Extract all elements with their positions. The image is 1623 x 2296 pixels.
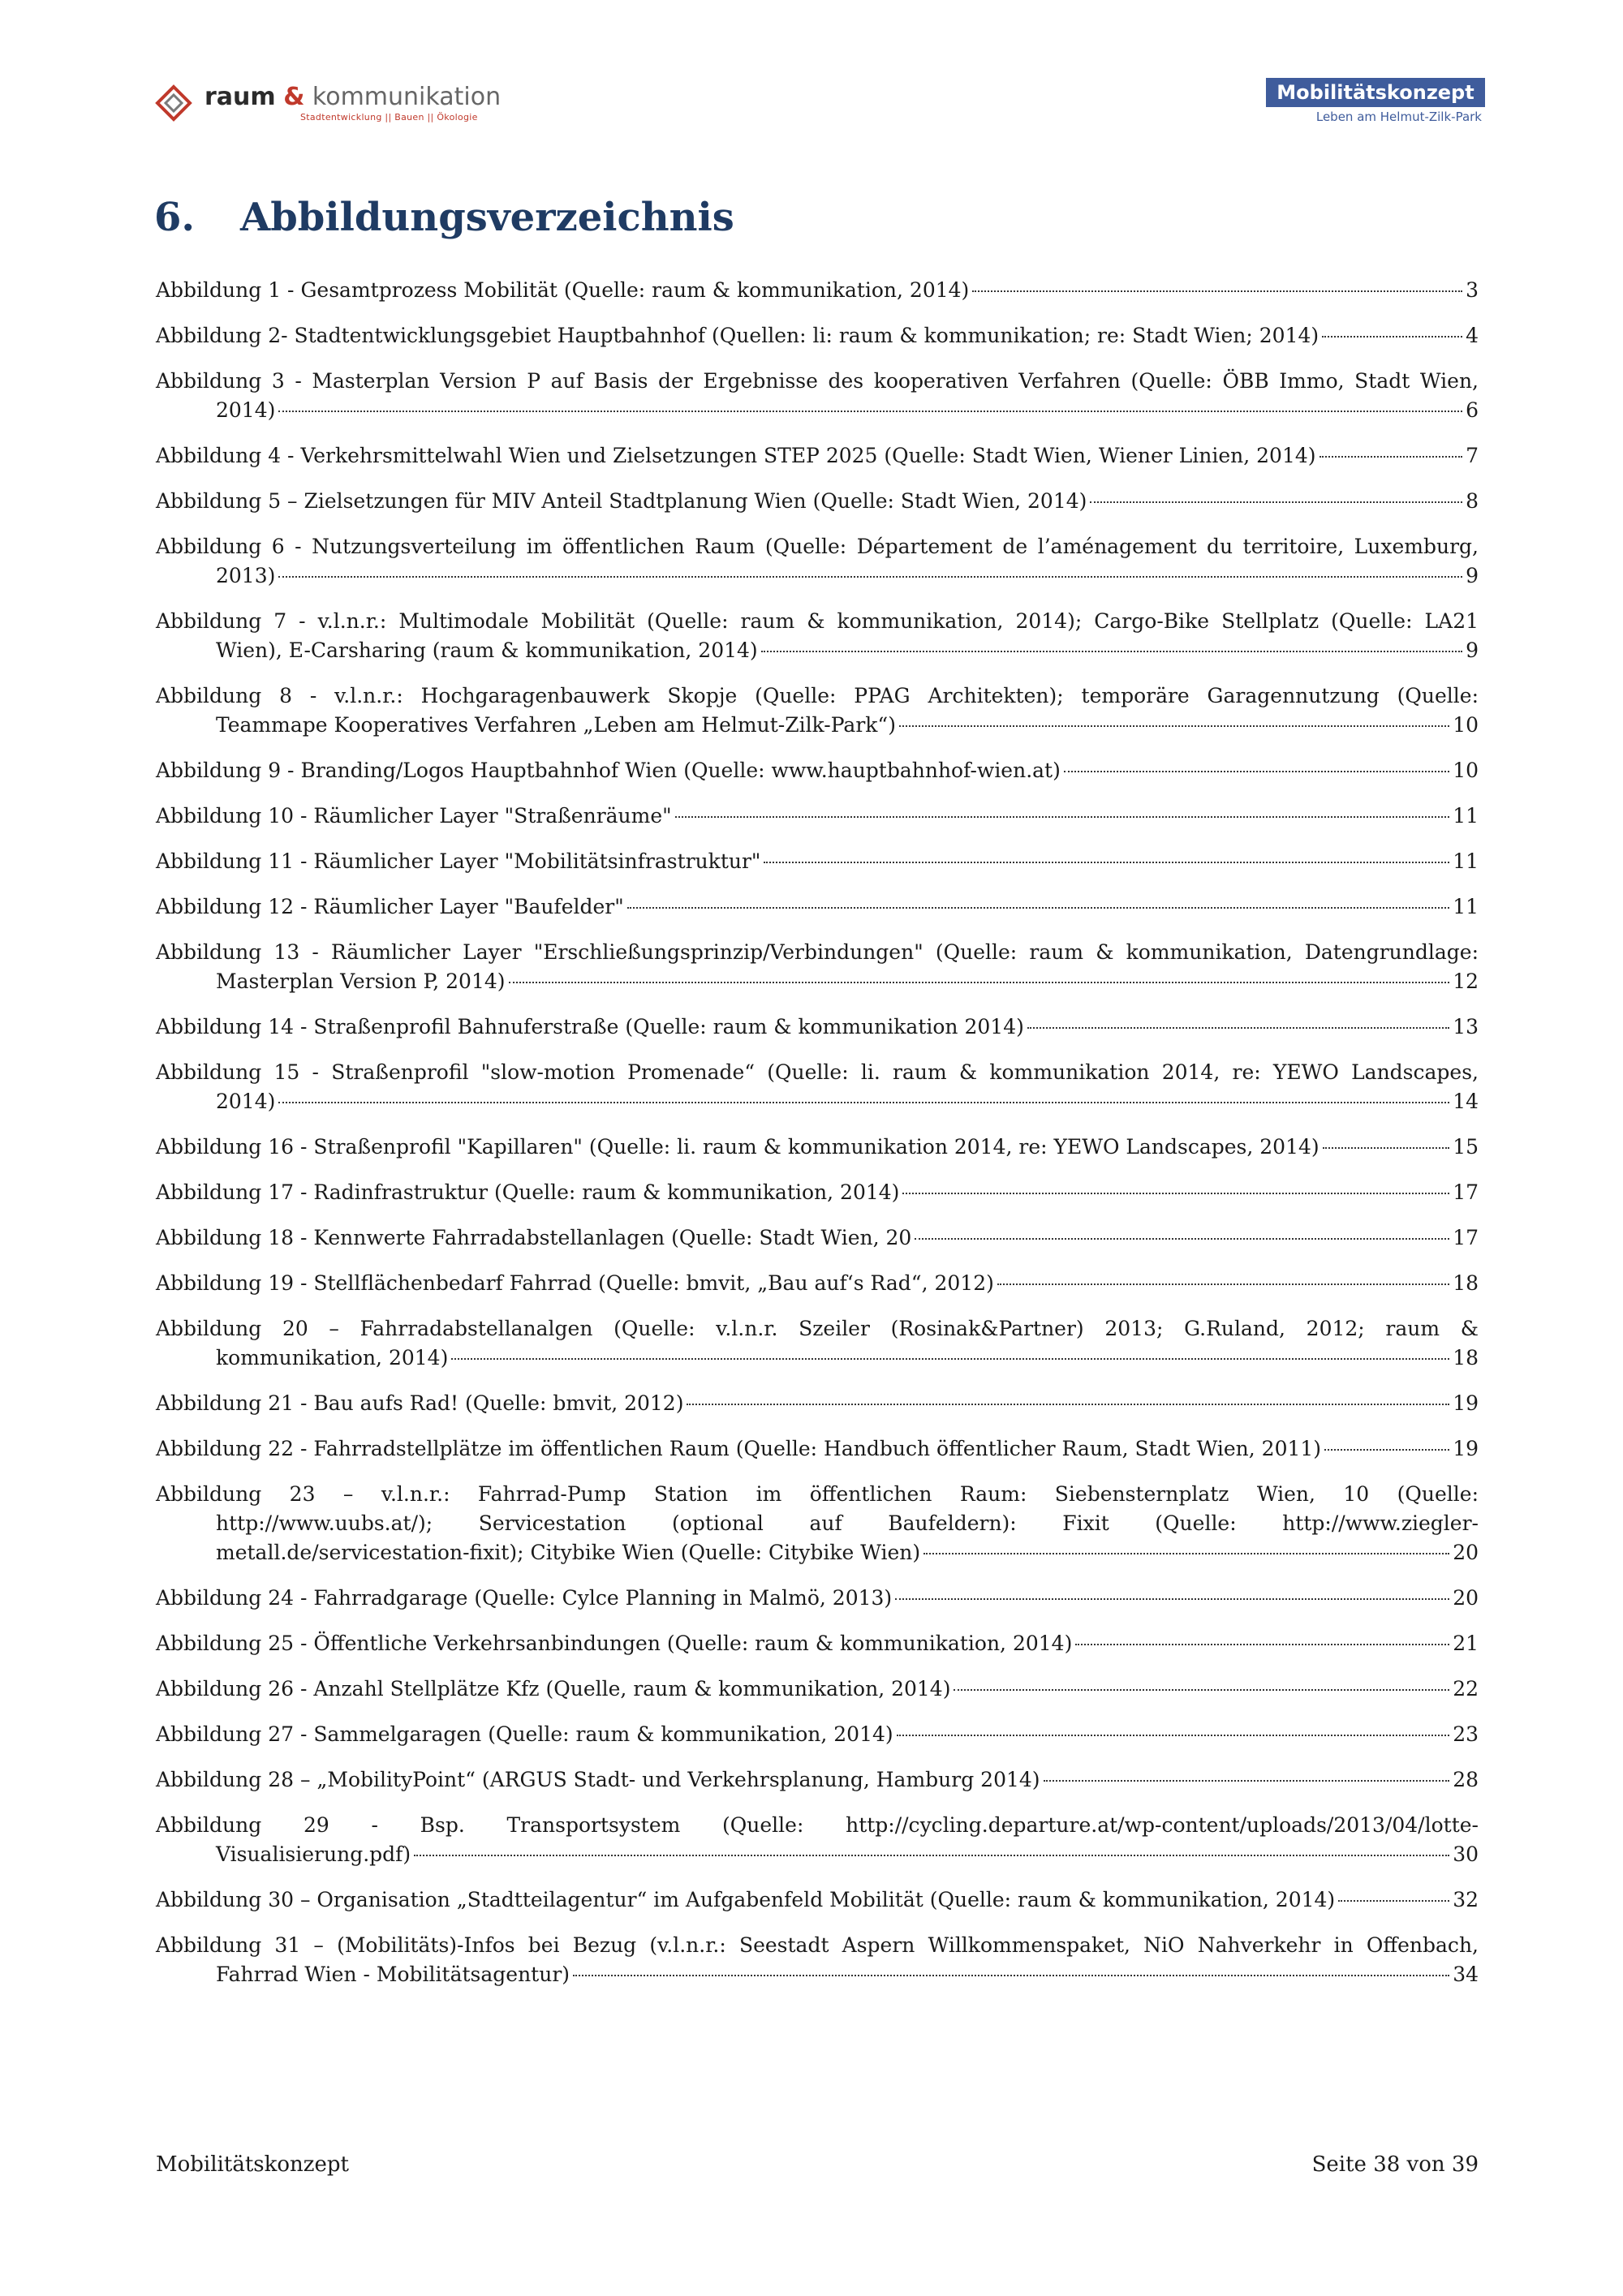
dot-leader bbox=[902, 1193, 1449, 1194]
figure-entry-text: Abbildung 24 - Fahrradgarage (Quelle: Cylce Planning in Malmö, 2013) bbox=[156, 1586, 893, 1610]
figure-list bbox=[156, 276, 1479, 2006]
dot-leader bbox=[1338, 1900, 1449, 1902]
figure-page-number: 7 bbox=[1466, 444, 1479, 467]
figure-page-number: 20 bbox=[1453, 1541, 1479, 1564]
figure-entry[interactable] bbox=[156, 938, 1479, 996]
logo-right-title: Mobilitätskonzept bbox=[1266, 78, 1485, 107]
figure-entry-text: 2014) bbox=[216, 1090, 276, 1113]
figure-entry[interactable] bbox=[156, 1434, 1479, 1464]
figure-page-number: 17 bbox=[1453, 1180, 1479, 1204]
figure-page-number: 11 bbox=[1453, 849, 1479, 873]
figure-page-number: 17 bbox=[1453, 1226, 1479, 1249]
section-number: 6. bbox=[154, 195, 196, 240]
figure-page-number: 6 bbox=[1466, 398, 1479, 422]
dot-leader bbox=[761, 651, 1462, 652]
figure-entry-text: Abbildung 14 - Straßenprofil Bahnuferstraße (Quelle: raum & kommunikation 2014) bbox=[156, 1015, 1024, 1038]
figure-page-number: 23 bbox=[1453, 1722, 1479, 1746]
dot-leader bbox=[1044, 1780, 1450, 1782]
figure-page-number: 21 bbox=[1453, 1632, 1479, 1655]
dot-leader bbox=[627, 907, 1449, 909]
figure-entry-text: Abbildung 21 - Bau aufs Rad! (Quelle: bmvit, 2012) bbox=[156, 1391, 684, 1415]
figure-entry-text: Abbildung 2- Stadtentwicklungsgebiet Hauptbahnhof (Quellen: li: raum & kommunikation; re: Stadt Wien; 2014) bbox=[156, 324, 1319, 347]
page-title bbox=[154, 191, 734, 243]
figure-entry[interactable] bbox=[156, 276, 1479, 305]
figure-page-number: 18 bbox=[1453, 1346, 1479, 1369]
logo-right-subtitle: Leben am Helmut-Zilk-Park bbox=[1315, 110, 1482, 124]
dot-leader bbox=[573, 1975, 1449, 1976]
dot-leader bbox=[1319, 456, 1463, 458]
figure-entry[interactable] bbox=[156, 1675, 1479, 1704]
figure-page-number: 20 bbox=[1453, 1586, 1479, 1610]
figure-page-number: 15 bbox=[1453, 1135, 1479, 1159]
figure-entry[interactable] bbox=[156, 1133, 1479, 1162]
figure-entry[interactable] bbox=[156, 847, 1479, 876]
dot-leader bbox=[915, 1238, 1449, 1240]
dot-leader bbox=[509, 982, 1450, 983]
figure-page-number: 22 bbox=[1453, 1677, 1479, 1701]
figure-entry-text: Teammape Kooperatives Verfahren „Leben am Helmut-Zilk-Park“) bbox=[216, 713, 896, 737]
figure-entry-text: kommunikation, 2014) bbox=[216, 1346, 449, 1369]
figure-entry[interactable] bbox=[156, 1885, 1479, 1915]
figure-page-number: 11 bbox=[1453, 804, 1479, 828]
dot-leader bbox=[414, 1855, 1449, 1856]
figure-page-number: 19 bbox=[1453, 1437, 1479, 1460]
figure-entry[interactable] bbox=[156, 607, 1479, 665]
dot-leader bbox=[895, 1598, 1449, 1600]
figure-entry-text: Abbildung 3 - Masterplan Version P auf Basis der Ergebnisse des kooperativen Verfahren (Quelle: ÖBB Immo, Stadt Wien, bbox=[156, 369, 1479, 393]
figure-entry-text: Abbildung 20 – Fahrradabstellanalgen (Quelle: v.l.n.r. Szeiler (Rosinak&Partner) 2013; G.Ruland, 2012; raum & bbox=[156, 1317, 1479, 1340]
figure-page-number: 32 bbox=[1453, 1888, 1479, 1911]
figure-entry-text: Abbildung 25 - Öffentliche Verkehrsanbindungen (Quelle: raum & kommunikation, 2014) bbox=[156, 1632, 1073, 1655]
raum-kommunikation-logo bbox=[154, 75, 501, 131]
figure-entry[interactable] bbox=[156, 1269, 1479, 1298]
figure-entry-text: Abbildung 9 - Branding/Logos Hauptbahnhof Wien (Quelle: www.hauptbahnhof-wien.at) bbox=[156, 759, 1061, 782]
figure-entry[interactable] bbox=[156, 1314, 1479, 1373]
figure-entry[interactable] bbox=[156, 367, 1479, 425]
figure-entry[interactable] bbox=[156, 1720, 1479, 1749]
figure-entry-text: Abbildung 17 - Radinfrastruktur (Quelle: raum & kommunikation, 2014) bbox=[156, 1180, 900, 1204]
dot-leader bbox=[897, 1735, 1450, 1736]
figure-entry[interactable] bbox=[156, 487, 1479, 516]
figure-page-number: 34 bbox=[1453, 1963, 1479, 1986]
figure-entry[interactable] bbox=[156, 1223, 1479, 1253]
figure-entry[interactable] bbox=[156, 1811, 1479, 1869]
figure-entry[interactable] bbox=[156, 1058, 1479, 1116]
dot-leader bbox=[1027, 1027, 1449, 1029]
figure-entry-text: Abbildung 6 - Nutzungsverteilung im öffentlichen Raum (Quelle: Département de l’aménagement du territoire, Luxemburg, bbox=[156, 535, 1479, 558]
figure-entry[interactable] bbox=[156, 1629, 1479, 1658]
section-title: Abbildungsverzeichnis bbox=[240, 195, 734, 240]
figure-entry-text: Abbildung 28 – „MobilityPoint“ (ARGUS Stadt- und Verkehrsplanung, Hamburg 2014) bbox=[156, 1768, 1040, 1791]
figure-page-number: 18 bbox=[1453, 1271, 1479, 1295]
figure-page-number: 13 bbox=[1453, 1015, 1479, 1038]
figure-entry-text: Visualisierung.pdf) bbox=[216, 1842, 411, 1866]
logo-brand-ampersand: & bbox=[283, 82, 305, 111]
figure-entry-text: Abbildung 4 - Verkehrsmittelwahl Wien und Zielsetzungen STEP 2025 (Quelle: Stadt Wien, Wiener Linien, 2014) bbox=[156, 444, 1316, 467]
dot-leader bbox=[954, 1689, 1449, 1691]
dot-leader bbox=[1075, 1644, 1449, 1645]
logo-diamond-icon bbox=[154, 84, 193, 123]
figure-entry[interactable] bbox=[156, 802, 1479, 831]
figure-entry-text: Abbildung 15 - Straßenprofil "slow-motion Promenade“ (Quelle: li. raum & kommunikation 2014, re: YEWO Landscapes, bbox=[156, 1060, 1479, 1084]
figure-entry[interactable] bbox=[156, 756, 1479, 785]
figure-page-number: 10 bbox=[1453, 759, 1479, 782]
dot-leader bbox=[1324, 1449, 1449, 1451]
dot-leader bbox=[923, 1553, 1449, 1554]
figure-page-number: 11 bbox=[1453, 895, 1479, 918]
dot-leader bbox=[451, 1358, 1449, 1360]
dot-leader bbox=[687, 1404, 1449, 1405]
figure-page-number: 14 bbox=[1453, 1090, 1479, 1113]
figure-entry-text: Abbildung 18 - Kennwerte Fahrradabstellanlagen (Quelle: Stadt Wien, 20 bbox=[156, 1226, 912, 1249]
figure-entry-text: Abbildung 13 - Räumlicher Layer "Erschließungsprinzip/Verbindungen" (Quelle: raum & kommunikation, Datengrundlage: bbox=[156, 940, 1479, 964]
logo-brand-kommunikation: kommunikation bbox=[312, 82, 502, 111]
figure-entry[interactable] bbox=[156, 321, 1479, 350]
figure-page-number: 28 bbox=[1453, 1768, 1479, 1791]
figure-entry-text: Abbildung 12 - Räumlicher Layer "Baufelder" bbox=[156, 895, 624, 918]
dot-leader bbox=[764, 862, 1449, 863]
figure-page-number: 30 bbox=[1453, 1842, 1479, 1866]
figure-page-number: 9 bbox=[1466, 638, 1479, 662]
figure-entry[interactable] bbox=[156, 1931, 1479, 1989]
figure-entry-text: Abbildung 30 – Organisation „Stadtteilagentur“ im Aufgabenfeld Mobilität (Quelle: raum & kommunikation, 2014) bbox=[156, 1888, 1336, 1911]
figure-entry-text: Abbildung 22 - Fahrradstellplätze im öffentlichen Raum (Quelle: Handbuch öffentlicher Raum, Stadt Wien, 2011) bbox=[156, 1437, 1322, 1460]
figure-entry-text: Abbildung 26 - Anzahl Stellplätze Kfz (Quelle, raum & kommunikation, 2014) bbox=[156, 1677, 951, 1701]
figure-entry-text: Abbildung 29 - Bsp. Transportsystem (Quelle: http://cycling.departure.at/wp-content/uploads/2013/04/lotte- bbox=[156, 1813, 1479, 1837]
figure-entry-text: Abbildung 7 - v.l.n.r.: Multimodale Mobilität (Quelle: raum & kommunikation, 2014); Cargo-Bike Stellplatz (Quelle: LA21 bbox=[156, 609, 1479, 633]
figure-entry[interactable] bbox=[156, 532, 1479, 591]
footer-document-title: Mobilitätskonzept bbox=[156, 2152, 349, 2177]
figure-entry-text: Fahrrad Wien - Mobilitätsagentur) bbox=[216, 1963, 570, 1986]
figure-entry[interactable] bbox=[156, 441, 1479, 471]
dot-leader bbox=[1090, 501, 1462, 503]
dot-leader bbox=[278, 411, 1462, 412]
figure-entry-text: metall.de/servicestation-fixit); Citybike Wien (Quelle: Citybike Wien) bbox=[216, 1541, 921, 1564]
figure-entry[interactable] bbox=[156, 892, 1479, 922]
figure-entry[interactable] bbox=[156, 681, 1479, 740]
dot-leader bbox=[278, 576, 1462, 578]
figure-entry-text: Abbildung 23 – v.l.n.r.: Fahrrad-Pump Station im öffentlichen Raum: Siebensternplatz Wien, 10 (Quelle: bbox=[156, 1482, 1479, 1506]
figure-entry-text: Masterplan Version P, 2014) bbox=[216, 970, 506, 993]
dot-leader bbox=[997, 1283, 1449, 1285]
logo-brand-raum: raum bbox=[204, 82, 276, 111]
figure-page-number: 9 bbox=[1466, 564, 1479, 587]
dot-leader bbox=[278, 1102, 1449, 1103]
figure-entry-text: Abbildung 8 - v.l.n.r.: Hochgaragenbauwerk Skopje (Quelle: PPAG Architekten); temporäre Garagennutzung (Quelle: bbox=[156, 684, 1479, 707]
dot-leader bbox=[1322, 336, 1462, 338]
figure-page-number: 19 bbox=[1453, 1391, 1479, 1415]
logo-tagline: Stadtentwicklung || Bauen || Ökologie bbox=[300, 111, 478, 123]
figure-entry-text: 2013) bbox=[216, 564, 276, 587]
dot-leader bbox=[1064, 771, 1449, 772]
figure-entry-text: Abbildung 19 - Stellflächenbedarf Fahrrad (Quelle: bmvit, „Bau auf‘s Rad“, 2012) bbox=[156, 1271, 994, 1295]
mobilitaetskonzept-logo bbox=[1266, 78, 1485, 124]
figure-entry-text: Abbildung 10 - Räumlicher Layer "Straßenräume" bbox=[156, 804, 672, 828]
figure-entry-text: Abbildung 31 – (Mobilitäts)-Infos bei Bezug (v.l.n.r.: Seestadt Aspern Willkommenspaket, NiO Nahverkehr in Offenbach, bbox=[156, 1933, 1479, 1957]
figure-entry-text: Abbildung 27 - Sammelgaragen (Quelle: raum & kommunikation, 2014) bbox=[156, 1722, 893, 1746]
figure-entry[interactable] bbox=[156, 1389, 1479, 1418]
dot-leader bbox=[675, 816, 1450, 818]
dot-leader bbox=[899, 725, 1449, 727]
figure-entry[interactable] bbox=[156, 1013, 1479, 1042]
figure-entry-text: Abbildung 16 - Straßenprofil "Kapillaren" (Quelle: li. raum & kommunikation 2014, re: YEWO Landscapes, 2014) bbox=[156, 1135, 1319, 1159]
figure-entry-text: Wien), E-Carsharing (raum & kommunikation, 2014) bbox=[216, 638, 758, 662]
figure-page-number: 8 bbox=[1466, 489, 1479, 513]
figure-entry[interactable] bbox=[156, 1765, 1479, 1795]
figure-entry-text: 2014) bbox=[216, 398, 276, 422]
figure-entry-text: Abbildung 5 – Zielsetzungen für MIV Anteil Stadtplanung Wien (Quelle: Stadt Wien, 2014) bbox=[156, 489, 1087, 513]
dot-leader bbox=[1323, 1147, 1450, 1149]
figure-entry[interactable] bbox=[156, 1178, 1479, 1207]
dot-leader bbox=[972, 290, 1462, 292]
figure-entry-text: http://www.uubs.at/); Servicestation (optional auf Baufeldern): Fixit (Quelle: http://www.ziegler- bbox=[216, 1511, 1479, 1535]
figure-page-number: 10 bbox=[1453, 713, 1479, 737]
figure-page-number: 4 bbox=[1466, 324, 1479, 347]
figure-page-number: 3 bbox=[1466, 278, 1479, 302]
figure-entry[interactable] bbox=[156, 1480, 1479, 1567]
figure-entry[interactable] bbox=[156, 1584, 1479, 1613]
footer-page-number: Seite 38 von 39 bbox=[1311, 2152, 1479, 2177]
figure-page-number: 12 bbox=[1453, 970, 1479, 993]
figure-entry-text: Abbildung 1 - Gesamtprozess Mobilität (Quelle: raum & kommunikation, 2014) bbox=[156, 278, 970, 302]
figure-entry-text: Abbildung 11 - Räumlicher Layer "Mobilitätsinfrastruktur" bbox=[156, 849, 761, 873]
